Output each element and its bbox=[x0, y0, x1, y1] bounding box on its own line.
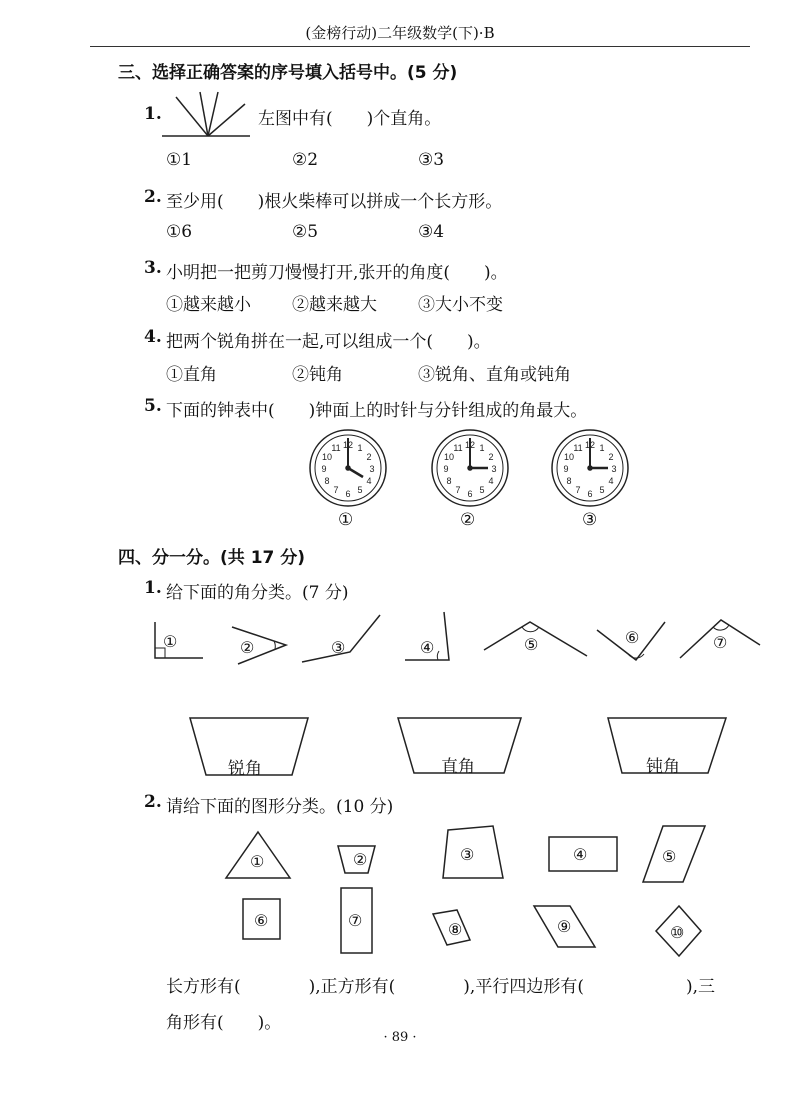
shape-label-1: ① bbox=[250, 852, 265, 871]
s3-q2-number: 2. bbox=[144, 187, 162, 207]
shape-label-10: ⑩ bbox=[670, 923, 685, 942]
bin-right bbox=[398, 718, 521, 773]
s3-q2-option-2: ②5 bbox=[292, 222, 319, 242]
clock-label-1: ① bbox=[338, 510, 354, 530]
svg-text:12: 12 bbox=[464, 440, 476, 450]
shape-7 bbox=[341, 888, 372, 953]
shape-label-6: ⑥ bbox=[254, 911, 269, 930]
shape-label-5: ⑤ bbox=[662, 847, 677, 866]
svg-text:6: 6 bbox=[587, 489, 593, 499]
svg-text:2: 2 bbox=[608, 452, 614, 462]
svg-text:7: 7 bbox=[333, 485, 339, 495]
s4-q1-number: 1. bbox=[144, 578, 162, 598]
angle-label-1: ① bbox=[163, 632, 178, 651]
svg-text:2: 2 bbox=[488, 452, 494, 462]
s3-q2-option-1: ①6 bbox=[166, 222, 193, 242]
angle-label-2: ② bbox=[240, 638, 255, 657]
svg-text:11: 11 bbox=[453, 443, 463, 453]
bin-acute bbox=[190, 718, 308, 775]
shape-3 bbox=[443, 826, 503, 878]
s3-q5-number: 5. bbox=[144, 396, 162, 416]
s3-q3-number: 3. bbox=[144, 258, 162, 278]
svg-text:4: 4 bbox=[366, 476, 372, 486]
svg-text:6: 6 bbox=[345, 489, 351, 499]
shape-8 bbox=[433, 910, 470, 945]
s3-q1-text: 左图中有( )个直角。 bbox=[258, 109, 442, 129]
shape-5 bbox=[643, 826, 705, 882]
s3-q4-option-3: ③锐角、直角或钝角 bbox=[418, 365, 571, 385]
shape-label-8: ⑧ bbox=[448, 920, 463, 939]
svg-text:4: 4 bbox=[488, 476, 494, 486]
svg-text:7: 7 bbox=[455, 485, 461, 495]
s3-q1-number: 1. bbox=[144, 104, 162, 124]
angle-6 bbox=[597, 622, 665, 660]
svg-text:2: 2 bbox=[366, 452, 372, 462]
s4-q1-text: 给下面的角分类。(7 分) bbox=[166, 583, 349, 603]
page-number: · 89 · bbox=[383, 1030, 417, 1045]
angle-label-5: ⑤ bbox=[524, 635, 539, 654]
s3-q3-option-3: ③大小不变 bbox=[418, 295, 503, 315]
angle-label-7: ⑦ bbox=[713, 633, 728, 652]
angle-3 bbox=[302, 615, 380, 662]
shape-9 bbox=[534, 906, 595, 947]
s3-q2-text: 至少用( )根火柴棒可以拼成一个长方形。 bbox=[166, 192, 503, 212]
svg-text:8: 8 bbox=[566, 476, 572, 486]
svg-text:5: 5 bbox=[479, 485, 485, 495]
svg-text:11: 11 bbox=[573, 443, 583, 453]
svg-text:12: 12 bbox=[342, 440, 354, 450]
angle-4 bbox=[405, 612, 449, 660]
svg-text:9: 9 bbox=[321, 464, 327, 474]
s3-q4-number: 4. bbox=[144, 327, 162, 347]
svg-text:4: 4 bbox=[608, 476, 614, 486]
angle-5 bbox=[484, 622, 587, 656]
svg-text:1: 1 bbox=[479, 443, 485, 453]
section4-title: 四、分一分。(共 17 分) bbox=[118, 548, 306, 568]
s4-q2-number: 2. bbox=[144, 792, 162, 812]
shape-label-3: ③ bbox=[460, 845, 475, 864]
svg-text:8: 8 bbox=[446, 476, 452, 486]
shape-label-9: ⑨ bbox=[557, 917, 572, 936]
shape-1 bbox=[226, 832, 290, 878]
page-header: (金榜行动)二年级数学(下)·B bbox=[305, 24, 495, 42]
s3-q5-text: 下面的钟表中( )钟面上的时针与分针组成的角最大。 bbox=[166, 401, 588, 421]
bin-label-acute: 锐角 bbox=[228, 759, 262, 779]
clock-label-2: ② bbox=[460, 510, 476, 530]
svg-text:8: 8 bbox=[324, 476, 330, 486]
svg-text:12: 12 bbox=[584, 440, 596, 450]
svg-text:5: 5 bbox=[599, 485, 605, 495]
s3-q3-option-2: ②越来越大 bbox=[292, 295, 377, 315]
s3-q3-option-1: ①越来越小 bbox=[166, 295, 251, 315]
s3-q4-option-1: ①直角 bbox=[166, 365, 217, 385]
bin-label-obtuse: 钝角 bbox=[646, 757, 680, 777]
svg-text:11: 11 bbox=[331, 443, 341, 453]
svg-text:9: 9 bbox=[443, 464, 449, 474]
svg-text:5: 5 bbox=[357, 485, 363, 495]
angle-1 bbox=[155, 622, 203, 658]
s3-q1-option-1: ①1 bbox=[166, 150, 193, 170]
angle-label-6: ⑥ bbox=[625, 628, 640, 647]
shape-6 bbox=[243, 899, 280, 939]
s3-q1-option-3: ③3 bbox=[418, 150, 445, 170]
svg-text:3: 3 bbox=[491, 464, 497, 474]
shape-label-4: ④ bbox=[573, 845, 588, 864]
shape-label-7: ⑦ bbox=[348, 911, 363, 930]
s3-q3-text: 小明把一把剪刀慢慢打开,张开的角度( )。 bbox=[166, 263, 508, 283]
angle-7 bbox=[680, 620, 760, 658]
shape-label-2: ② bbox=[353, 850, 368, 869]
s3-q1-option-2: ②2 bbox=[292, 150, 319, 170]
shape-4 bbox=[549, 837, 617, 871]
angle-label-3: ③ bbox=[331, 638, 346, 657]
s3-q4-text: 把两个锐角拼在一起,可以组成一个( )。 bbox=[166, 332, 491, 352]
answer-line-2: 角形有( )。 bbox=[166, 1013, 282, 1033]
section3-title: 三、选择正确答案的序号填入括号中。(5 分) bbox=[118, 63, 458, 83]
angle-2 bbox=[232, 627, 286, 664]
svg-text:10: 10 bbox=[443, 452, 455, 462]
s3-q2-option-3: ③4 bbox=[418, 222, 445, 242]
svg-text:1: 1 bbox=[357, 443, 363, 453]
angle-label-4: ④ bbox=[420, 638, 435, 657]
s4-q2-text: 请给下面的图形分类。(10 分) bbox=[166, 797, 394, 817]
bin-label-right: 直角 bbox=[441, 757, 475, 777]
shape-2 bbox=[338, 846, 375, 873]
clock-label-3: ③ bbox=[582, 510, 598, 530]
svg-text:6: 6 bbox=[467, 489, 473, 499]
svg-text:3: 3 bbox=[611, 464, 617, 474]
svg-text:1: 1 bbox=[599, 443, 605, 453]
svg-text:9: 9 bbox=[563, 464, 569, 474]
svg-text:7: 7 bbox=[575, 485, 581, 495]
rays-figure bbox=[162, 92, 250, 136]
svg-text:10: 10 bbox=[321, 452, 333, 462]
svg-text:10: 10 bbox=[563, 452, 575, 462]
svg-text:3: 3 bbox=[369, 464, 375, 474]
shape-10 bbox=[656, 906, 701, 956]
s3-q4-option-2: ②钝角 bbox=[292, 365, 343, 385]
answer-line-1: 长方形有( ),正方形有( ),平行四边形有( ),三 bbox=[166, 977, 716, 997]
bin-obtuse bbox=[608, 718, 726, 773]
